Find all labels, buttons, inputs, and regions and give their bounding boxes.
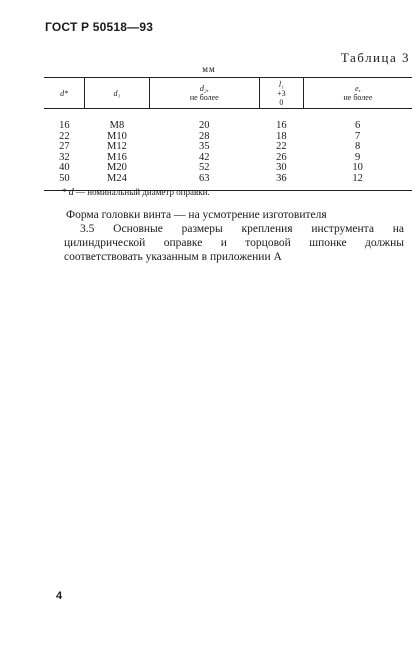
table-row: [44, 109, 412, 132]
footnote-mark: *: [62, 187, 67, 197]
cell-e: 6: [355, 120, 361, 131]
cell-e: 12: [352, 172, 363, 184]
cell-e: 9: [355, 151, 361, 163]
table-footnote: [62, 187, 210, 198]
cell-d1: M16: [107, 151, 127, 163]
cell-d: 22: [59, 130, 70, 142]
col-header-d2: d₂, не более: [149, 78, 259, 109]
paragraph-head-shape: Форма головки винта — на усмотрение изготовителя: [66, 209, 327, 221]
table-units: мм: [202, 64, 216, 74]
cell-d: 32: [59, 151, 70, 163]
cell-d2: 42: [199, 151, 210, 163]
table-header-row: [44, 78, 412, 109]
cell-d: 50: [59, 172, 70, 184]
cell-e: 7: [355, 130, 361, 142]
cell-d2: 52: [199, 162, 210, 173]
cell-d: 40: [59, 162, 70, 173]
col-header-d1: d₁: [85, 78, 150, 109]
table-row: [44, 163, 412, 174]
cell-d2: 35: [199, 141, 210, 152]
cell-d2: 20: [199, 120, 210, 131]
cell-l1: 26: [276, 151, 287, 163]
cell-d1: M24: [107, 172, 127, 184]
cell-e: 10: [352, 162, 363, 173]
cell-d1: M12: [107, 141, 127, 152]
cell-d: 16: [59, 120, 70, 131]
cell-d1: M10: [107, 130, 127, 142]
cell-l1: 36: [276, 172, 287, 184]
footnote-text: — номинальный диаметр оправки.: [73, 187, 210, 197]
cell-d2: 63: [199, 172, 210, 184]
cell-d: 27: [59, 141, 70, 152]
col-header-l1: l₁ +3 0: [259, 78, 303, 109]
page-number: 4: [56, 590, 63, 602]
table-row: [44, 142, 412, 153]
standard-code: ГОСТ Р 50518—93: [45, 20, 154, 34]
cell-d1: M8: [109, 120, 125, 131]
table-caption: Таблица 3: [340, 50, 410, 65]
footnote-symbol: d: [68, 187, 74, 198]
cell-d2: 28: [199, 130, 210, 142]
col-header-e: e, не более: [303, 78, 412, 109]
cell-d1: M20: [107, 162, 127, 173]
cell-l1: 18: [276, 130, 287, 142]
dimensions-table: [44, 77, 412, 191]
col-header-d: d*: [44, 78, 85, 109]
paragraph-3-5: 3.5 Основные размеры крепления инструмента на цилиндрической оправке и торцовой шпонке должны соответствовать указанным в приложении А: [64, 223, 404, 263]
cell-l1: 16: [276, 120, 287, 131]
cell-l1: 30: [276, 162, 287, 173]
cell-e: 8: [355, 141, 361, 152]
cell-l1: 22: [276, 141, 287, 152]
